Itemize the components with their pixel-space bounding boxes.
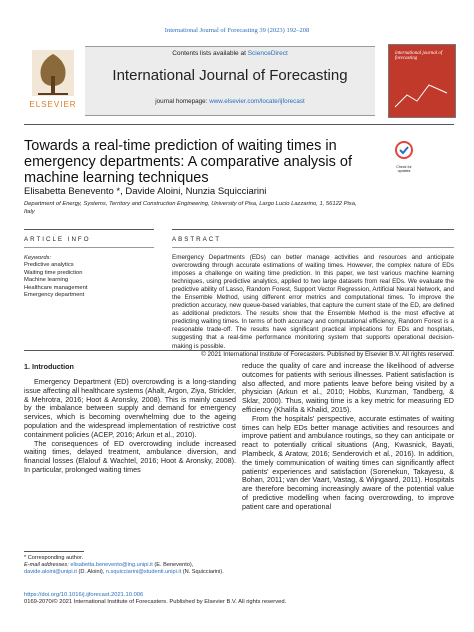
article-footer bbox=[24, 592, 454, 607]
keywords bbox=[24, 255, 144, 299]
email-line bbox=[24, 562, 236, 576]
email-link[interactable]: davide.aloini@unipi.it bbox=[24, 569, 77, 575]
elsevier-wordmark: ELSEVIER bbox=[29, 100, 77, 109]
keyword: Healthcare management bbox=[24, 284, 88, 291]
issn-copyright: 0169-2070/© 2021 International Institute of Forecasters. Published by Elsevier B.V. All rights reserved. bbox=[24, 599, 287, 606]
check-updates-label: Check for updates bbox=[396, 165, 412, 173]
email-owner: (N. Squicciarini). bbox=[182, 569, 224, 575]
article-info-subrule bbox=[24, 247, 154, 248]
footnote bbox=[24, 555, 236, 576]
footnote-rule bbox=[24, 551, 84, 552]
journal-title: International Journal of Forecasting bbox=[112, 67, 348, 84]
abstract-end-rule bbox=[24, 350, 454, 351]
journal-homepage: journal homepage: www.elsevier.com/locate/ijforecast bbox=[155, 98, 305, 105]
keywords-label: Keywords: bbox=[24, 255, 52, 261]
divider bbox=[24, 124, 454, 125]
journal-cover bbox=[388, 44, 456, 118]
abstract-subrule bbox=[172, 247, 454, 248]
elsevier-logo bbox=[24, 46, 82, 114]
article-info-heading: ARTICLE INFO bbox=[24, 236, 91, 243]
left-column bbox=[24, 378, 236, 475]
email-owner: (D. Aloini), bbox=[78, 569, 105, 575]
paragraph: The consequences of ED overcrowding include increased waiting times, delayed treatment, ambulance diversion, and financial losses (Elalouf & Wachtel, 2016; Hoot & Aronsky, 2008). In particular, prolonged waiting times bbox=[24, 438, 236, 474]
keyword: Waiting time prediction bbox=[24, 269, 83, 276]
email-link[interactable]: elisabetta.benevento@ing.unipi.it bbox=[70, 562, 153, 568]
check-for-updates-icon[interactable] bbox=[392, 140, 416, 173]
sciencedirect-link[interactable]: ScienceDirect bbox=[247, 50, 288, 57]
email-owner: (E. Benevento), bbox=[154, 562, 194, 568]
abstract-text: Emergency Departments (EDs) can better manage activities and resources and anticipate overcrowding through accurate estimations of waiting times. However, the complex nature of EDs imposes a challenge on waiting time prediction. In this paper, we test various machine learning techniques, using predictive analytics, applied to two large datasets from real EDs. We evaluate the predictive ability of Lasso, Random Forest, Support Vector Regression, Artificial Neural Network, and the Ensemble Method, using different error metrics and computational times. To improve the prediction accuracy, new queue-based variables, that capture the current state of the ED, are defined as additional predictors. The results show that the Ensemble Method is the most effective at predicting waiting times. In terms of both accuracy and computational efficiency, Random Forest is a reasonable trade-off. The results have significant practical implications for EDs and hospitals, suggesting that a real-time performance monitoring system that supports operational decision-making is possible. bbox=[172, 254, 454, 350]
cover-title: international journal of forecasting bbox=[395, 51, 443, 61]
right-column bbox=[242, 362, 454, 512]
abstract-copyright: © 2021 International Institute of Forecasters. Published by Elsevier B.V. All rights reserved. bbox=[201, 350, 454, 358]
keyword: Emergency department bbox=[24, 292, 85, 299]
paragraph: reduce the quality of care and increase the likelihood of adverse outcomes for patients with serious illnesses. Patient satisfaction is also affected, and more patients leave before being visited by a physician (Arkun et al., 2010; Hobbs, Kunzman, Tandberg, & Sklar, 2000). Thus, waiting time is a key metric for measuring ED efficiency (Khalifa & Khalid, 2015). bbox=[242, 361, 454, 414]
keyword: Machine learning bbox=[24, 277, 69, 284]
abstract-heading: ABSTRACT bbox=[172, 236, 222, 243]
affiliation: Department of Energy, Systems, Territory and Construction Engineering, University of Pisa, Largo Lucio Lazzarino, 1, 56122 Pisa, Italy bbox=[24, 201, 357, 215]
doi-link[interactable]: https://doi.org/10.1016/j.ijforecast.2021.10.006 bbox=[24, 592, 144, 598]
email-label: E-mail addresses: bbox=[24, 562, 69, 568]
paragraph: From the hospitals' perspective, accurate estimates of waiting times can help EDs better manage activities and resources and improve patient and ambulance routings, so they can anticipate or react to potentially critical situations (Ang, Kwasnick, Bayati, Plambeck, & Aratow, 2016; Senderovich et al., 2016). In addition, the timely communication of waiting times can significantly affect patients' experiences and satisfaction (Sorenekun, Takayesu, & Bohan, 2011; van der Vaart, Vastag, & Wijngaard, 2011). Hospitals are therefore becoming increasingly aware of the potential value of predictive modelling when facing overcrowding, to improve patient care and operational bbox=[242, 413, 454, 511]
keyword: Predictive analytics bbox=[24, 262, 74, 269]
paragraph: Emergency Department (ED) overcrowding is a long-standing issue affecting all healthcare systems (Ahalt, Argon, Ziya, Strickler, & Mehrotra, 2016; Hoot & Aronsky, 2008). This is mainly caused by the imbalance between supply and demand for emergency services, which is becoming overwhelming due to the ageing population and the widespread implementation of restrictive cost containment policies (ACEP, 2016; Arkun et al., 2010). bbox=[24, 377, 236, 439]
section-heading-introduction: 1. Introduction bbox=[24, 362, 74, 371]
article-info-rule bbox=[24, 229, 154, 230]
contents-line: Contents lists available at ScienceDirect bbox=[172, 50, 288, 57]
journal-reference[interactable]: International Journal of Forecasting 39 (2023) 192–208 bbox=[164, 27, 310, 34]
paper-title: Towards a real-time prediction of waiting times in emergency departments: A comparative analysis of machine learning techniques bbox=[24, 138, 353, 186]
author-list: Elisabetta Benevento *, Davide Aloini, Nunzia Squicciarini bbox=[24, 186, 267, 197]
corresponding-author: * Corresponding author. bbox=[24, 555, 84, 561]
homepage-link[interactable]: www.elsevier.com/locate/ijforecast bbox=[209, 98, 305, 105]
email-link[interactable]: n.squicciarini@studenti.unipi.it bbox=[105, 569, 182, 575]
abstract-body bbox=[172, 254, 454, 359]
abstract-rule bbox=[172, 229, 454, 230]
